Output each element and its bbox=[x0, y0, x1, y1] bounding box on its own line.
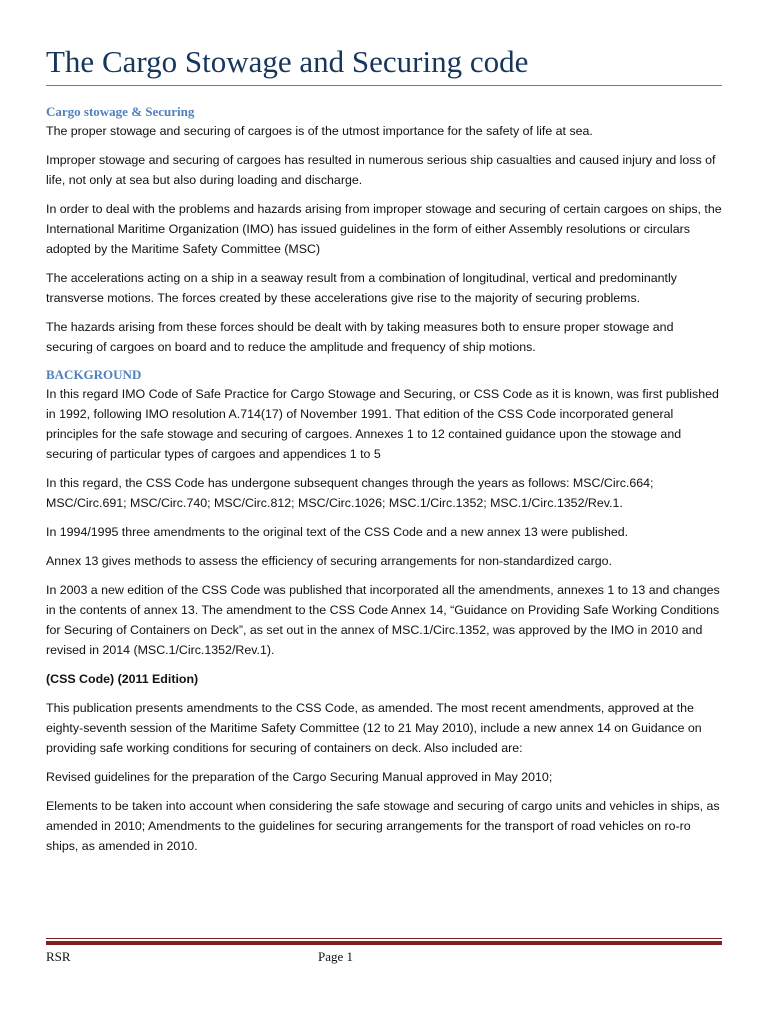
paragraph: In this regard, the CSS Code has undergone subsequent changes through the years as follows: MSC/Circ.664; MSC/Circ.691; MSC/Circ.740; MSC/Circ.812; MSC/Circ.1026; MSC.1/Circ.1352; MSC.1/Circ.1352/Rev.1. bbox=[46, 476, 654, 510]
paragraph: The hazards arising from these forces should be dealt with by taking measures both to ensure proper stowage and securing of cargoes on board and to reduce the amplitude and frequency of ship motions. bbox=[46, 320, 674, 354]
footer-page-number: Page 1 bbox=[318, 949, 354, 964]
edition-heading: (CSS Code) (2011 Edition) bbox=[46, 672, 199, 686]
document-title: The Cargo Stowage and Securing code bbox=[46, 44, 529, 79]
paragraph: Improper stowage and securing of cargoes has resulted in numerous serious ship casualties and caused injury and loss of life, not only at sea but also during loading and discharge. bbox=[46, 153, 716, 187]
section-heading-background: BACKGROUND bbox=[46, 367, 142, 382]
title-underline bbox=[46, 85, 722, 86]
paragraph: The accelerations acting on a ship in a seaway result from a combination of longitudinal, vertical and predominantly transverse motions. The forces created by these accelerations give rise to the majority of securing problems. bbox=[46, 271, 677, 305]
footer-rule-thin bbox=[46, 938, 722, 939]
document-body bbox=[46, 103, 722, 865]
footer-rule-thick bbox=[46, 941, 722, 945]
paragraph: The proper stowage and securing of cargoes is of the utmost importance for the safety of life at sea. bbox=[46, 124, 593, 138]
paragraph: This publication presents amendments to the CSS Code, as amended. The most recent amendments, approved at the eighty-seventh session of the Maritime Safety Committee (12 to 21 May 2010), include a new annex 14 on Guidance on providing safe working conditions for securing of containers on deck. Also included are: bbox=[46, 701, 702, 755]
paragraph: In this regard IMO Code of Safe Practice for Cargo Stowage and Securing, or CSS Code as it is known, was first published in 1992, following IMO resolution A.714(17) of November 1991. That edition of the CSS Code incorporated general principles for the safe stowage and securing of cargoes. Annexes 1 to 12 contained guidance upon the stowage and securing of particular types of cargoes and appendices 1 to 5 bbox=[46, 387, 719, 461]
paragraph: Elements to be taken into account when considering the safe stowage and securing of cargo units and vehicles in ships, as amended in 2010; Amendments to the guidelines for securing arrangements for the transport of road vehicles on ro-ro ships, as amended in 2010. bbox=[46, 799, 720, 853]
section-heading-cargo-stowage: Cargo stowage & Securing bbox=[46, 104, 195, 119]
paragraph: Annex 13 gives methods to assess the efficiency of securing arrangements for non-standardized cargo. bbox=[46, 554, 612, 568]
footer-author: RSR bbox=[46, 949, 71, 964]
paragraph: In 2003 a new edition of the CSS Code was published that incorporated all the amendments, annexes 1 to 13 and changes in the contents of annex 13. The amendment to the CSS Code Annex 14, “Guidance on Providing Safe Working Conditions for Securing of Containers on Deck”, as set out in the annex of MSC.1/Circ.1352, was approved by the IMO in 2010 and revised in 2014 (MSC.1/Circ.1352/Rev.1). bbox=[46, 583, 720, 657]
paragraph: In order to deal with the problems and hazards arising from improper stowage and securing of certain cargoes on ships, the International Maritime Organization (IMO) has issued guidelines in the form of either Assembly resolutions or circulars adopted by the Maritime Safety Committee (MSC) bbox=[46, 202, 722, 256]
paragraph: In 1994/1995 three amendments to the original text of the CSS Code and a new annex 13 were published. bbox=[46, 525, 629, 539]
paragraph: Revised guidelines for the preparation of the Cargo Securing Manual approved in May 2010; bbox=[46, 770, 553, 784]
